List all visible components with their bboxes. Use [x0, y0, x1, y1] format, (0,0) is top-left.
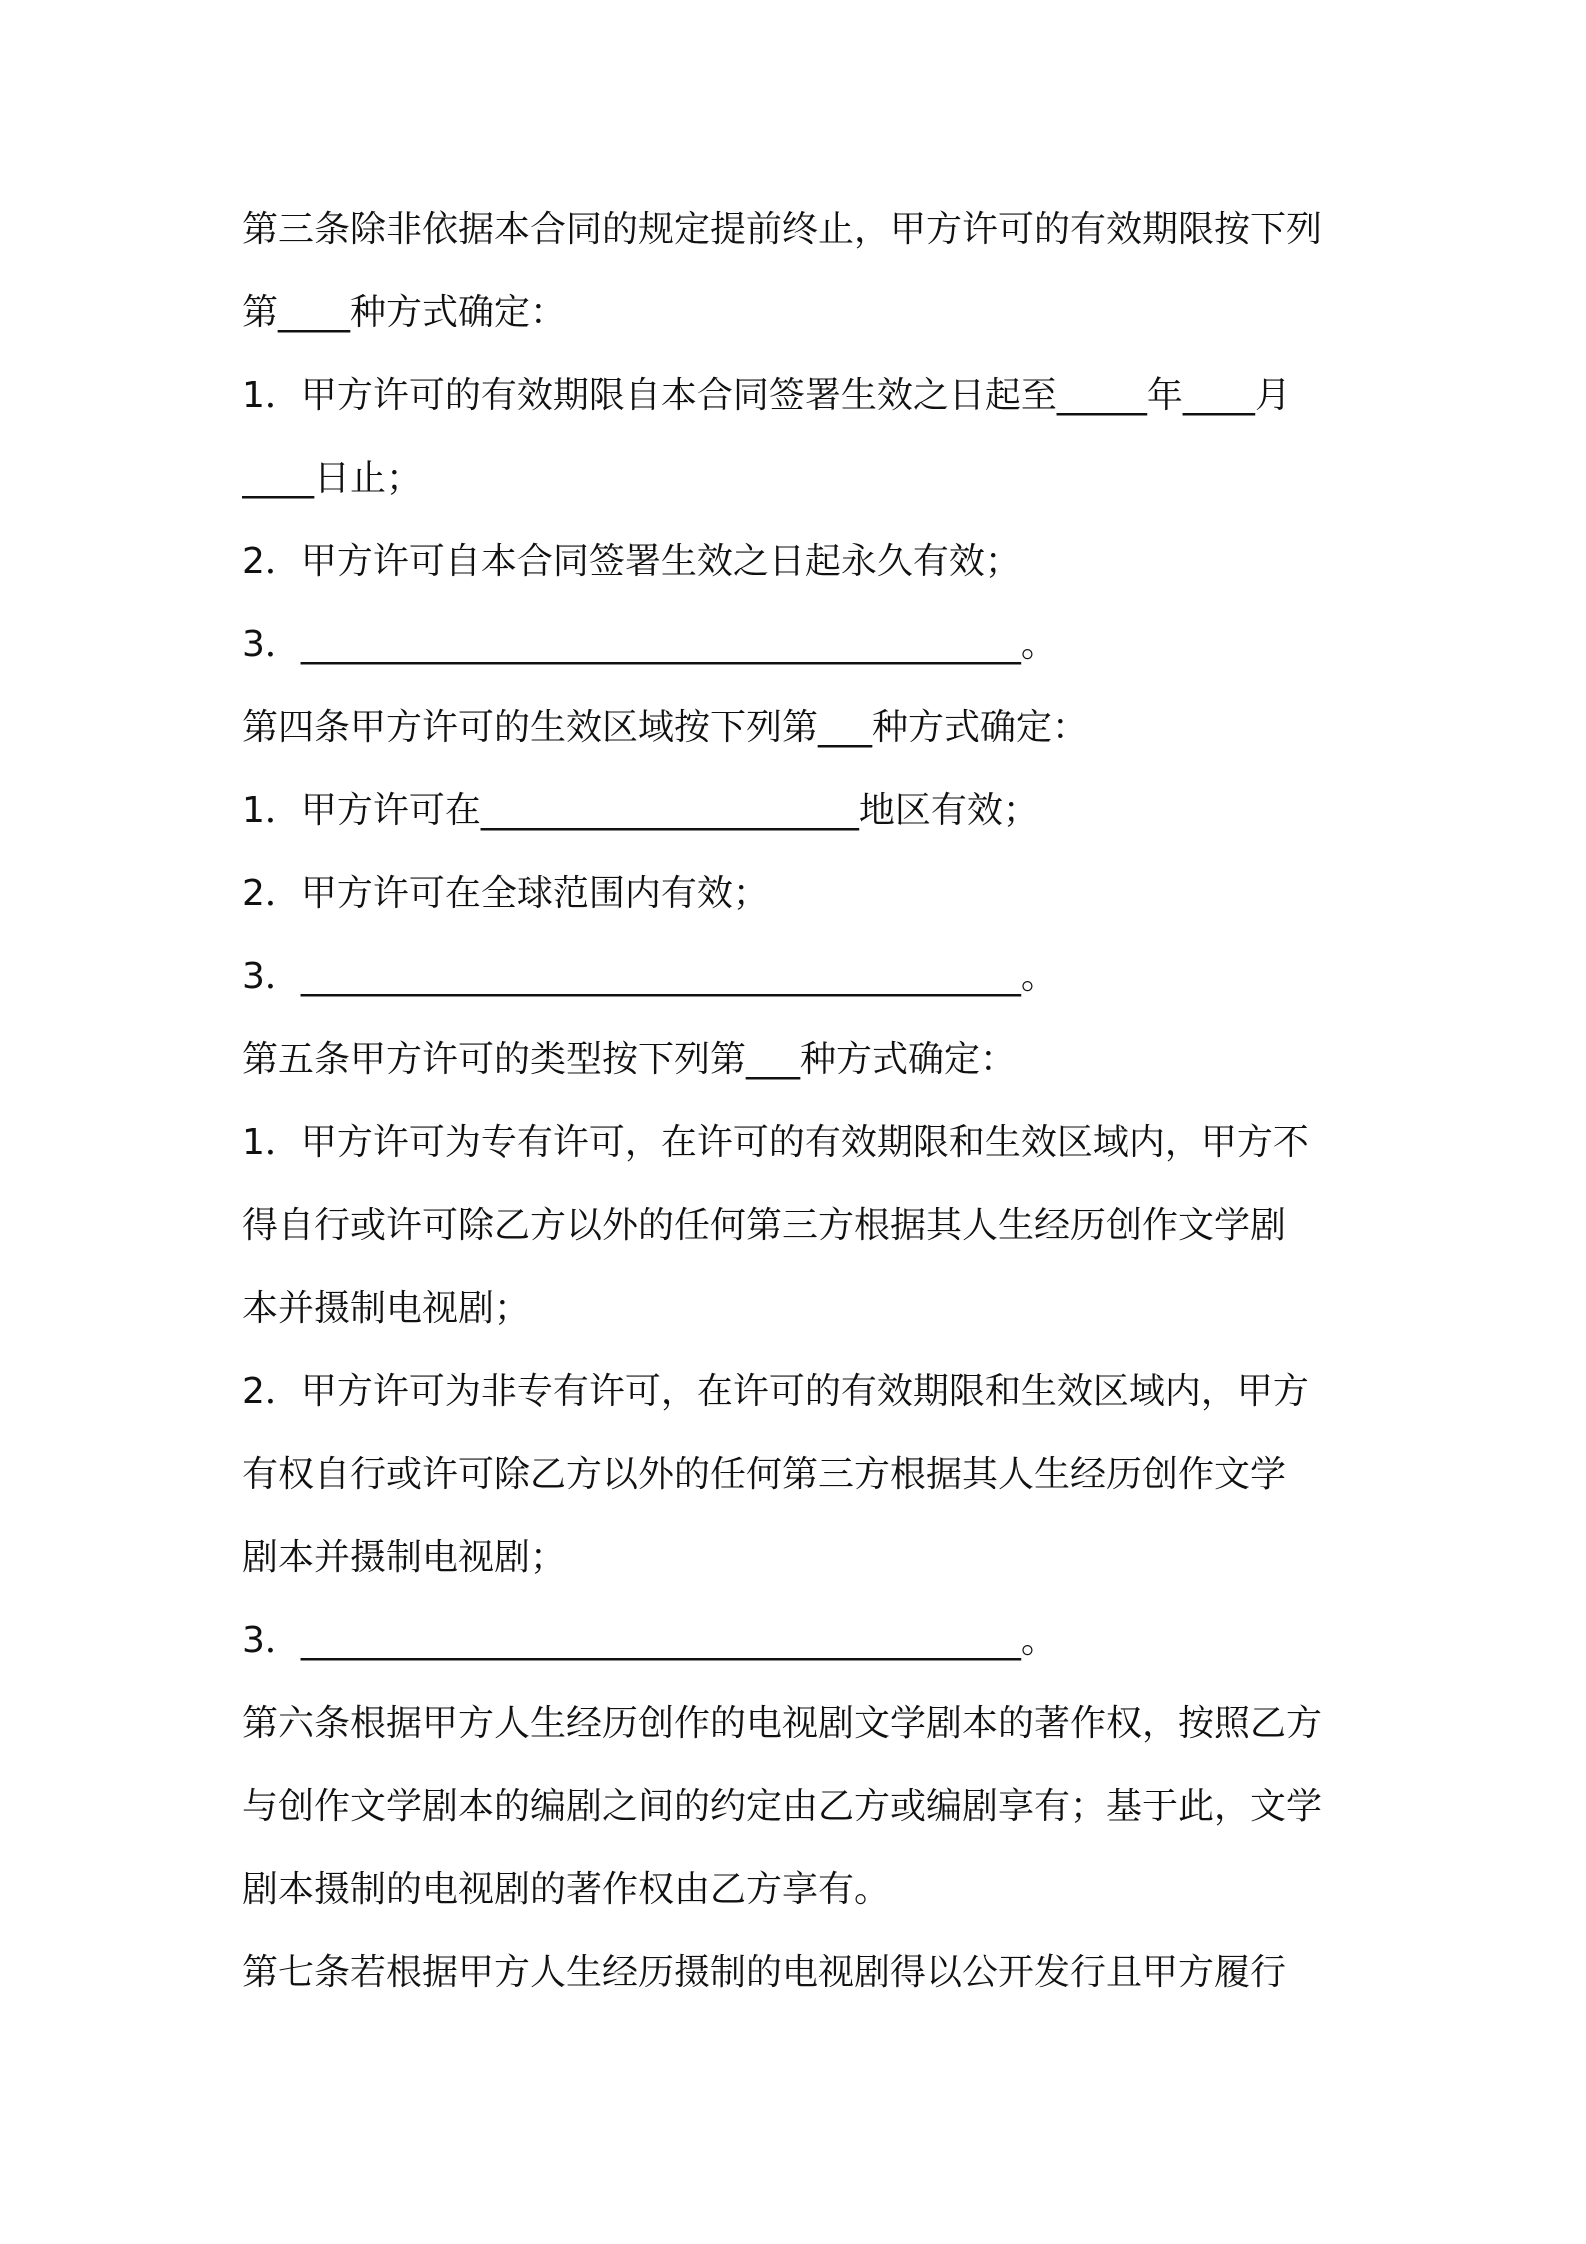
text-line: 3．________________________________________。 [242, 956, 1057, 997]
text-line: 本并摄制电视剧； [242, 1288, 531, 1329]
text-line: 2．甲方许可在全球范围内有效； [242, 873, 769, 914]
text-line: 第四条甲方许可的生效区域按下列第___种方式确定： [242, 707, 1089, 748]
text-line: 剧本摄制的电视剧的著作权由乙方享有。 [242, 1869, 891, 1910]
text-line: 2．甲方许可自本合同签署生效之日起永久有效； [242, 541, 1021, 582]
text-line: 剧本并摄制电视剧； [242, 1537, 567, 1578]
text-line: 第五条甲方许可的类型按下列第___种方式确定： [242, 1039, 1017, 1080]
text-line: 2．甲方许可为非专有许可，在许可的有效期限和生效区域内，甲方 [242, 1371, 1309, 1412]
text-line: 1．甲方许可的有效期限自本合同签署生效之日起至_____年____月 [242, 375, 1291, 416]
text-line: 3．________________________________________。 [242, 1620, 1057, 1661]
text-line: 第六条根据甲方人生经历创作的电视剧文学剧本的著作权，按照乙方 [242, 1703, 1323, 1744]
text-line: 3．________________________________________。 [242, 624, 1057, 665]
text-line: 得自行或许可除乙方以外的任何第三方根据其人生经历创作文学剧 [242, 1205, 1287, 1246]
text-line: 有权自行或许可除乙方以外的任何第三方根据其人生经历创作文学 [242, 1454, 1287, 1495]
text-line: 与创作文学剧本的编剧之间的约定由乙方或编剧享有；基于此，文学 [242, 1786, 1323, 1827]
text-line: 第七条若根据甲方人生经历摄制的电视剧得以公开发行且甲方履行 [242, 1952, 1287, 1993]
text-line: 第____种方式确定： [242, 292, 567, 333]
text-line: ____日止； [242, 458, 423, 499]
text-line: 1．甲方许可在_____________________地区有效； [242, 790, 1039, 831]
text-line: 1．甲方许可为专有许可，在许可的有效期限和生效区域内，甲方不 [242, 1122, 1309, 1163]
text-line: 第三条除非依据本合同的规定提前终止，甲方许可的有效期限按下列 [242, 209, 1323, 250]
